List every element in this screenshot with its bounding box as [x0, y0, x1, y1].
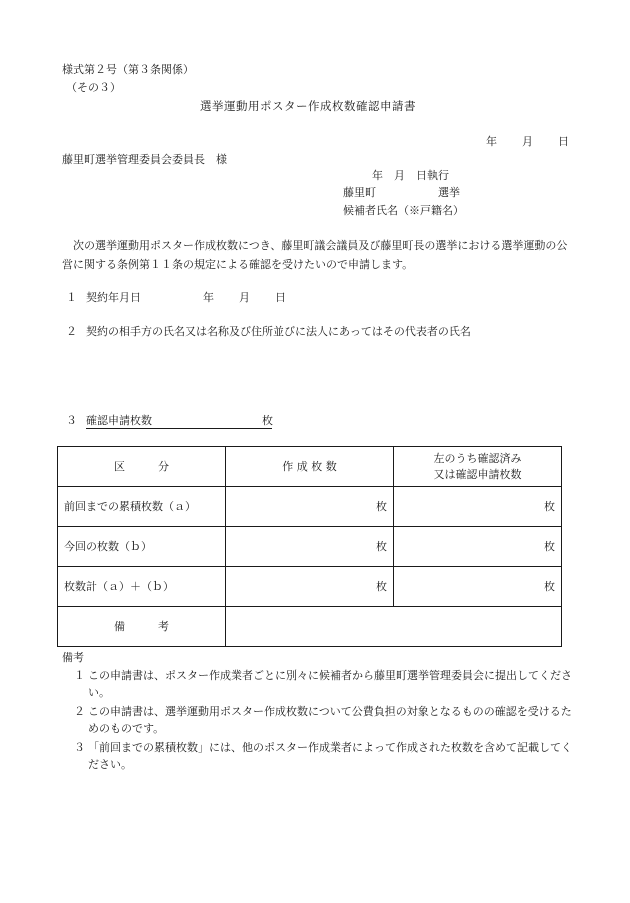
election-town: 藤里町	[343, 186, 376, 199]
table-header-row	[58, 447, 562, 487]
page-title: 選挙運動用ポスター作成枚数確認申請書	[200, 99, 416, 113]
note-text: この申請書は、選挙運動用ポスター作成枚数について公費負担の対象となるものの確認を受けるためのものです。	[88, 705, 572, 735]
table-row	[58, 527, 562, 567]
date-month: 月	[522, 135, 533, 148]
header-confirmed-line2: 又は確認申請枚数	[433, 467, 522, 481]
note-item	[62, 739, 570, 773]
form-sub-number: （その３）	[66, 81, 121, 94]
item3-label: 確認申請枚数	[86, 414, 152, 427]
row-label: 枚数計（ａ）＋（ｂ）	[58, 567, 226, 607]
made-count-cell[interactable]: 枚	[226, 527, 394, 567]
table-row-remarks	[58, 607, 562, 647]
poster-count-table	[57, 446, 562, 647]
candidate-name-label: 候補者氏名（※戸籍名）	[343, 204, 464, 217]
table-row	[58, 567, 562, 607]
note-number: ２	[74, 705, 85, 718]
election-date: 年 月 日執行	[372, 169, 449, 182]
item3-underline	[86, 428, 272, 429]
row-label: 今回の枚数（ｂ）	[58, 527, 226, 567]
election-label: 選挙	[438, 186, 460, 199]
item1-number: １	[66, 291, 77, 304]
header-confirmed-count	[394, 447, 562, 487]
note-number: ３	[74, 741, 85, 754]
header-made-count: 作 成 枚 数	[226, 447, 394, 487]
item2-label: 契約の相手方の氏名又は名称及び住所並びに法人にあってはその代表者の氏名	[86, 325, 471, 338]
item1-month: 月	[239, 291, 250, 304]
item3-number: ３	[66, 414, 77, 427]
date-year: 年	[486, 135, 497, 148]
note-text: この申請書は、ポスター作成業者ごとに別々に候補者から藤里町選挙管理委員会に提出してください。	[88, 669, 572, 699]
note-item	[62, 703, 570, 737]
confirmed-count-cell[interactable]: 枚	[394, 567, 562, 607]
confirmed-count-cell[interactable]: 枚	[394, 487, 562, 527]
confirmed-count-cell[interactable]: 枚	[394, 527, 562, 567]
intro-paragraph: 次の選挙運動用ポスター作成枚数につき、藤里町議会議員及び藤里町長の選挙における選挙運動の公営に関する条例第１１条の規定による確認を受けたいので申請します。	[62, 239, 568, 271]
item1-label: 契約年月日	[86, 291, 141, 304]
table-row	[58, 487, 562, 527]
row-label: 前回までの累積枚数（ａ）	[58, 487, 226, 527]
item3-unit: 枚	[262, 414, 273, 427]
item2-number: ２	[66, 325, 77, 338]
item1-year: 年	[203, 291, 214, 304]
header-category: 区 分	[58, 447, 226, 487]
note-item	[62, 667, 570, 701]
remarks-label: 備 考	[58, 607, 226, 647]
notes-heading: 備考	[62, 651, 84, 664]
form-number: 様式第２号（第３条関係）	[62, 63, 194, 76]
note-number: １	[74, 669, 85, 682]
item1-day: 日	[275, 291, 286, 304]
header-confirmed-line1: 左のうち確認済み	[433, 451, 522, 465]
made-count-cell[interactable]: 枚	[226, 487, 394, 527]
note-text: 「前回までの累積枚数」には、他のポスター作成業者によって作成された枚数を含めて記載してください。	[88, 741, 572, 771]
remarks-cell[interactable]	[226, 607, 562, 647]
date-day: 日	[558, 135, 569, 148]
addressee: 藤里町選挙管理委員会委員長 様	[62, 153, 227, 166]
made-count-cell[interactable]: 枚	[226, 567, 394, 607]
